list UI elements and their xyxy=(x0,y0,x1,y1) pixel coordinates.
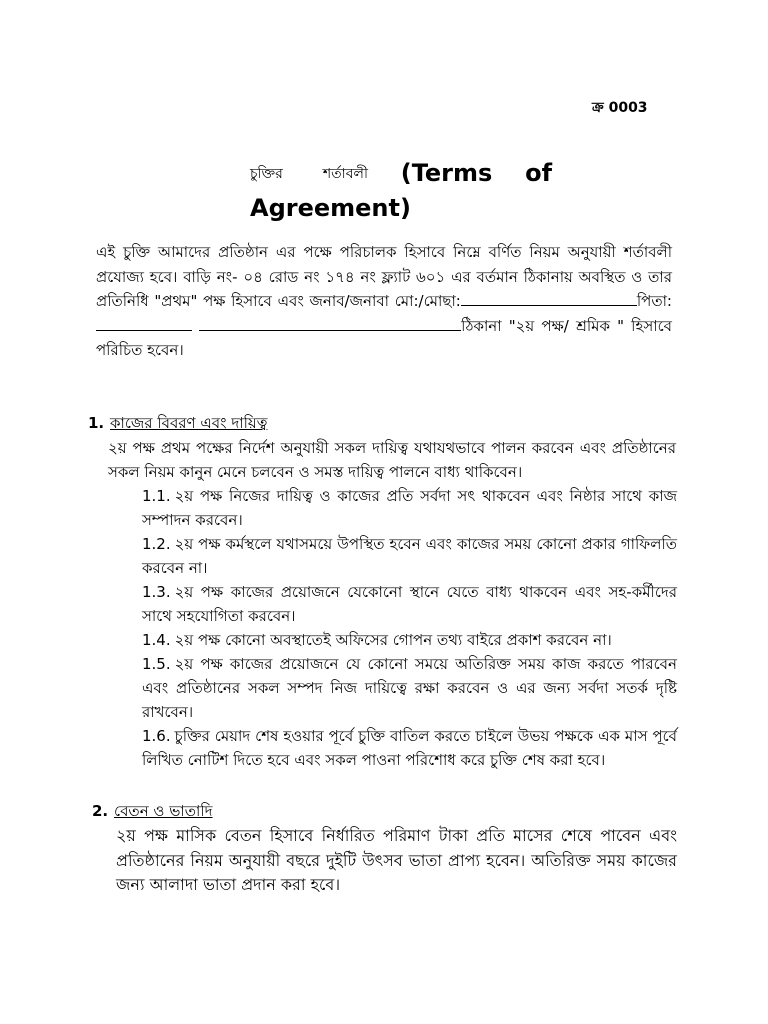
intro-text-2: পিতা: xyxy=(636,292,672,310)
section-1-body xyxy=(108,436,676,484)
title-english-part-3: Agreement) xyxy=(250,194,411,222)
section-1-title: কাজের বিবরণ এবং দায়িত্ব xyxy=(110,414,268,432)
section-1-number: 1. xyxy=(88,414,105,432)
clause-number: 1.5. xyxy=(142,655,171,673)
intro-text-3: ঠিকানা "২য় পক্ষ/ শ্রমিক " হিসাবে পরিচিত হবেন। xyxy=(96,316,672,359)
clause-text: ২য় পক্ষ কাজের প্রয়োজনে যেকোনো স্থানে যেতে বাধ্য থাকবেন এবং সহ-কর্মীদের সাথে সহযোগিতা করবেন। xyxy=(142,583,677,625)
clause-number: 1.4. xyxy=(142,631,171,649)
section-2-body-text: ২য় পক্ষ মাসিক বেতন হিসাবে নির্ধারিত পরিমাণ টাকা প্রতি মাসের শেষে পাবেন এবং প্রতিষ্ঠানের নিয়ম অনুযায়ী বছরে দুইটি উৎসব ভাতা প্রাপ্য হবেন। অতিরিক্ত সময় কাজের জন্য আলাদা ভাতা প্রদান করা হবে। xyxy=(116,826,677,894)
clause-item xyxy=(142,652,677,724)
clause-text: ২য় পক্ষ কোনো অবস্থাতেই অফিসের গোপন তথ্য বাইরে প্রকাশ করবেন না। xyxy=(174,631,612,649)
clause-item xyxy=(142,532,677,580)
section-2-title: বেতন ও ভাতাদি xyxy=(114,802,213,820)
section-1-body-text: ২য় পক্ষ প্রথম পক্ষের নির্দেশ অনুযায়ী সকল দায়িত্ব যথাযথভাবে পালন করবেন এবং প্রতিষ্ঠানের সকল নিয়ম কানুন মেনে চলবেন ও সমস্ত দায়িত্ব পালনে বাধ্য থাকিবেন। xyxy=(108,439,676,481)
intro-paragraph xyxy=(96,240,672,363)
title-english-part-2: of xyxy=(525,159,553,187)
clause-item xyxy=(142,484,677,532)
document-title xyxy=(250,156,552,225)
section-2-body xyxy=(116,824,677,898)
clause-text: ২য় পক্ষ কর্মস্থলে যথাসময়ে উপস্থিত হবেন এবং কাজের সময় কোনো প্রকার গাফিলতি করবেন না। xyxy=(142,535,677,577)
clause-text: ২য় পক্ষ নিজের দায়িত্ব ও কাজের প্রতি সর্বদা সৎ থাকবেন এবং নিষ্ঠার সাথে কাজ সম্পাদন করবেন। xyxy=(142,487,677,529)
name-blank-line xyxy=(461,291,637,306)
title-bangla-word-2: শর্তাবলী xyxy=(322,166,368,182)
clause-item xyxy=(142,580,677,628)
clause-item xyxy=(142,724,677,772)
clause-number: 1.1. xyxy=(142,487,171,505)
address-blank-line xyxy=(199,316,461,331)
intro-text-1: এই চুক্তি আমাদের প্রতিষ্ঠান এর পক্ষে পরিচালক হিসাবে নিম্নে বর্ণিত নিয়ম অনুযায়ী শর্তাবলী প্রযোজ্য হবে। বাড়ি নং- ০৪ রোড নং ১৭৪ নং ফ্ল্যাট ৬০১ এর বর্তমান ঠিকানায় অবস্থিত ও তার প্রতিনিধি "প্রথম" পক্ষ হিসাবে এবং জনাব/জনাবা মো:/মোছা: xyxy=(96,243,672,310)
title-english-part-1: (Terms xyxy=(400,159,493,187)
clause-number: 1.3. xyxy=(142,583,171,601)
section-1-clause-list xyxy=(142,484,677,772)
clause-item xyxy=(142,628,677,652)
section-2-number: 2. xyxy=(92,802,109,820)
section-2-heading xyxy=(92,800,213,822)
father-name-blank-line xyxy=(96,316,192,331)
clause-number: 1.2. xyxy=(142,535,171,553)
title-bangla-word-1: চুক্তির xyxy=(250,166,283,182)
document-number: ক্র 0003 xyxy=(592,100,648,116)
clause-text: ২য় পক্ষ কাজের প্রয়োজনে যে কোনো সময়ে অতিরিক্ত সময় কাজ করতে পারবেন এবং প্রতিষ্ঠানের সকল সম্পদ নিজ দায়িত্বে রক্ষা করবেন ও এর জন্য সর্বদা সতর্ক দৃষ্টি রাখবেন। xyxy=(142,655,677,721)
clause-text: চুক্তির মেয়াদ শেষ হওয়ার পূর্বে চুক্তি বাতিল করতে চাইলে উভয় পক্ষকে এক মাস পূর্বে লিখিত নোটিশ দিতে হবে এবং সকল পাওনা পরিশোধ করে চুক্তি শেষ করা হবে। xyxy=(142,727,677,769)
clause-number: 1.6. xyxy=(142,727,171,745)
section-1-heading xyxy=(88,412,267,434)
